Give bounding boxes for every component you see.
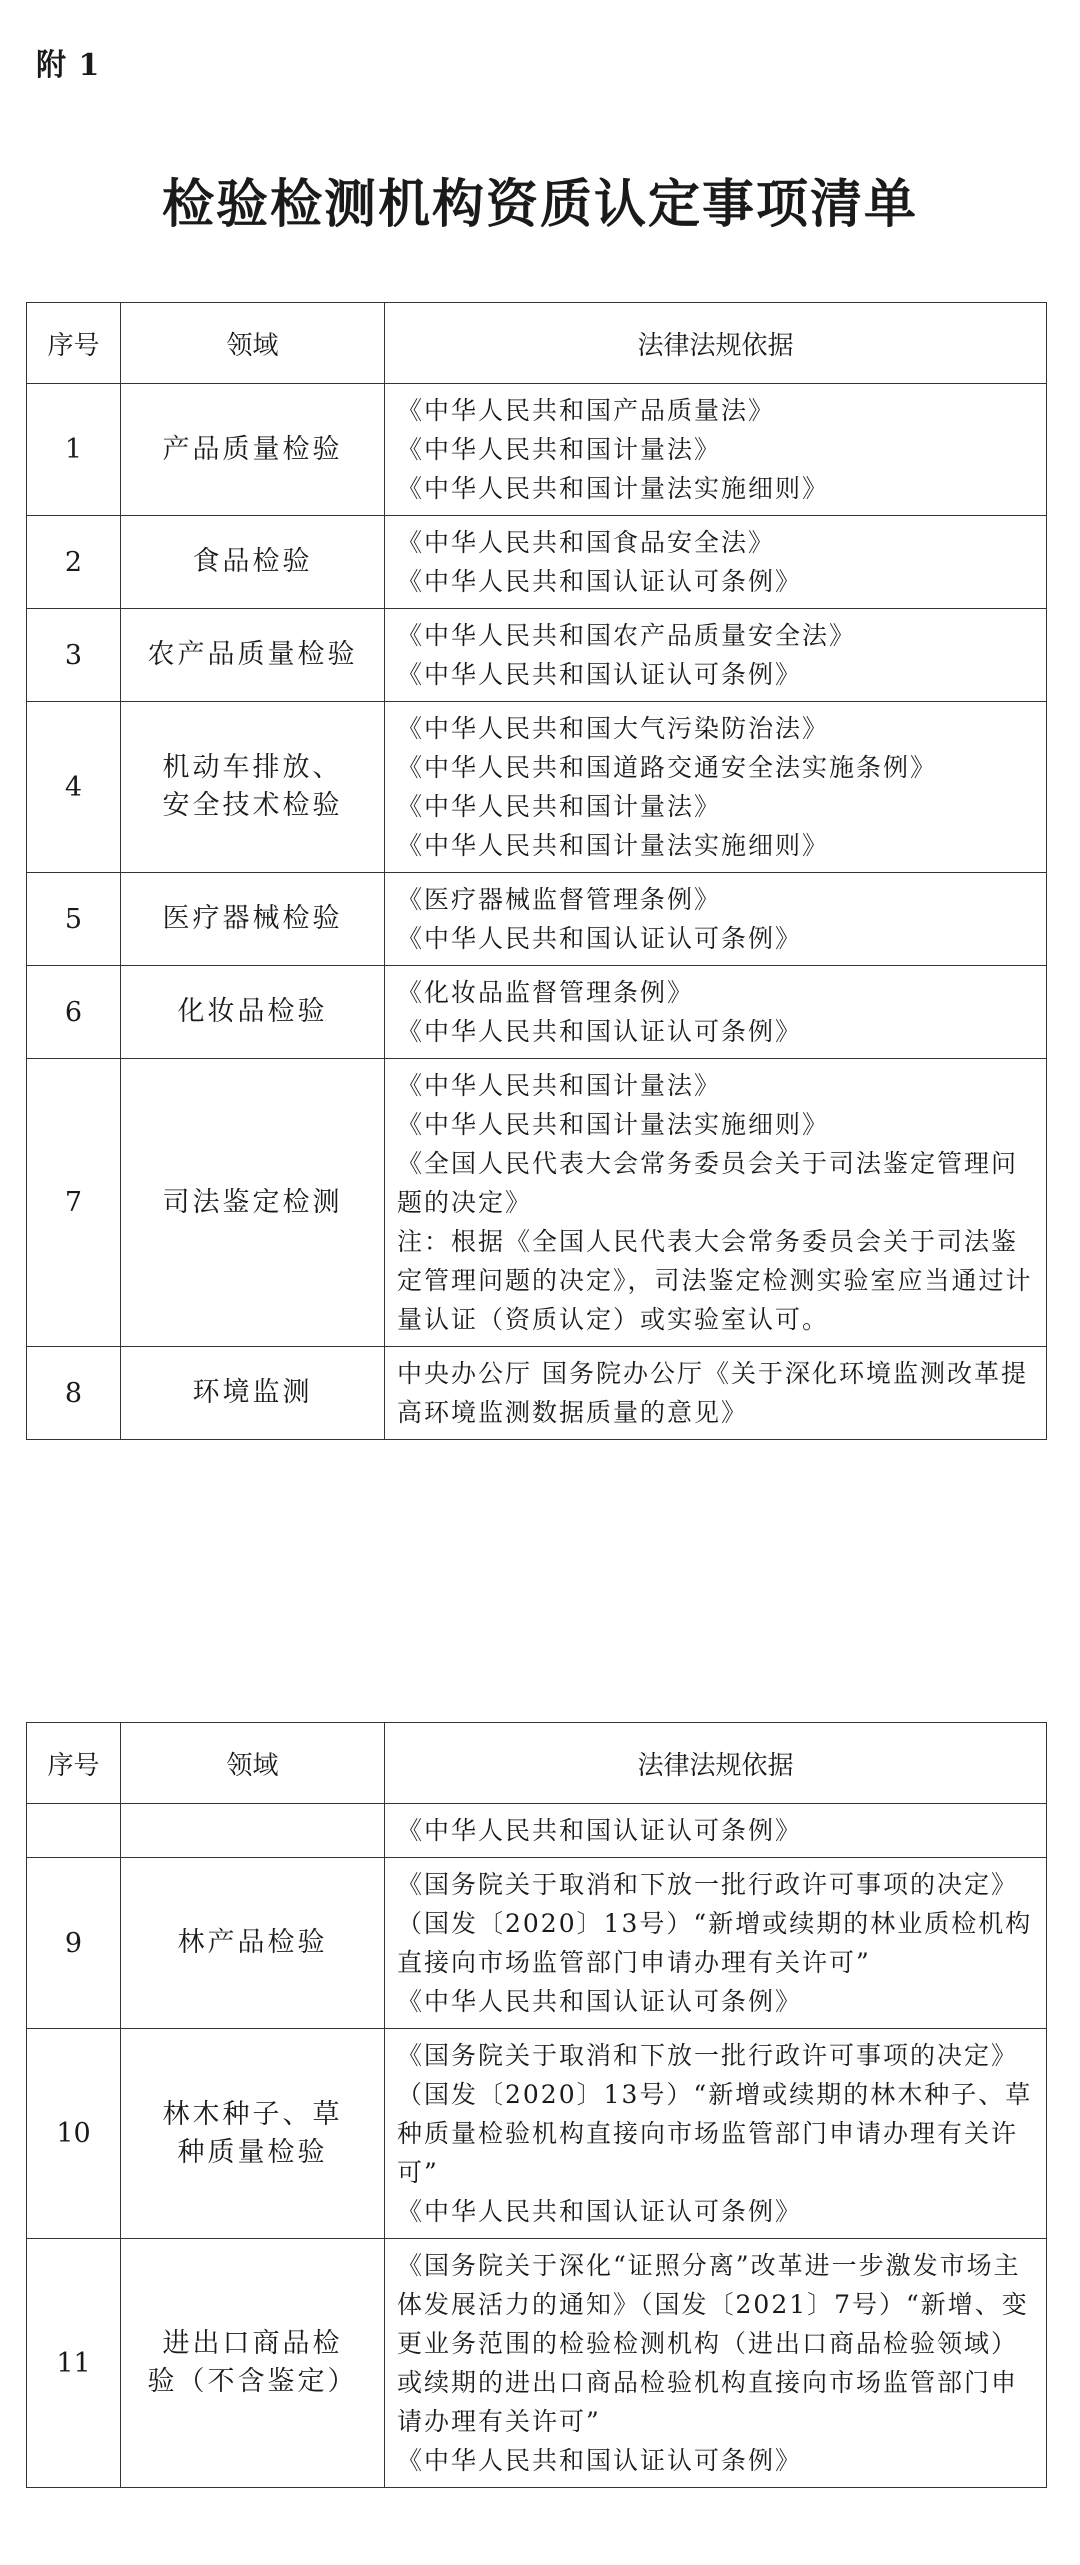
legal-basis-item: 《中华人民共和国认证认可条例》 — [397, 924, 803, 953]
table-row — [27, 1059, 1047, 1347]
row-field: 产品质量检验 — [121, 384, 385, 516]
row-field — [121, 1804, 385, 1858]
row-number: 7 — [27, 1059, 121, 1347]
table-header-row — [27, 303, 1047, 384]
attachment-label: 附 1 — [36, 48, 101, 83]
legal-basis-item: 《中华人民共和国大气污染防治法》 — [397, 714, 830, 743]
row-legal-basis — [385, 966, 1047, 1059]
row-number: 9 — [27, 1858, 121, 2029]
legal-basis-item: 《中华人民共和国计量法》 — [397, 792, 722, 821]
table-row — [27, 609, 1047, 702]
row-legal-basis — [385, 1059, 1047, 1347]
qualification-table-page-2 — [26, 1722, 1047, 2488]
row-field: 医疗器械检验 — [121, 873, 385, 966]
row-field: 司法鉴定检测 — [121, 1059, 385, 1347]
row-number: 4 — [27, 702, 121, 873]
legal-basis-item: 《全国人民代表大会常务委员会关于司法鉴定管理问题的决定》 — [397, 1149, 1019, 1217]
legal-basis-item: 《中华人民共和国认证认可条例》 — [397, 1017, 803, 1046]
row-number: 10 — [27, 2029, 121, 2239]
row-number: 6 — [27, 966, 121, 1059]
row-number — [27, 1804, 121, 1858]
table-row — [27, 1347, 1047, 1440]
row-legal-basis — [385, 702, 1047, 873]
table-row — [27, 702, 1047, 873]
legal-basis-item: 《中华人民共和国计量法》 — [397, 435, 722, 464]
table-header-row — [27, 1723, 1047, 1804]
row-legal-basis — [385, 1858, 1047, 2029]
legal-basis-item: 《国务院关于深化“证照分离”改革进一步激发市场主体发展活力的通知》（国发〔2021〕7号）“新增、变更业务范围的检验检测机构（进出口商品检验领域）或续期的进出口商品检验机构直接向市场监管部门申请办理有关许可” — [397, 2251, 1029, 2436]
row-number: 3 — [27, 609, 121, 702]
row-legal-basis — [385, 1347, 1047, 1440]
header-field: 领域 — [121, 1723, 385, 1804]
row-number: 5 — [27, 873, 121, 966]
row-field: 进出口商品检 验（不含鉴定） — [121, 2239, 385, 2488]
row-number: 8 — [27, 1347, 121, 1440]
row-field: 林木种子、草 种质量检验 — [121, 2029, 385, 2239]
row-legal-basis — [385, 609, 1047, 702]
header-no: 序号 — [27, 303, 121, 384]
row-legal-basis — [385, 2029, 1047, 2239]
row-number: 1 — [27, 384, 121, 516]
header-field: 领域 — [121, 303, 385, 384]
qualification-table-page-1 — [26, 302, 1047, 1440]
legal-basis-item: 《中华人民共和国认证认可条例》 — [397, 2197, 803, 2226]
table-row — [27, 2239, 1047, 2488]
row-legal-basis — [385, 873, 1047, 966]
legal-basis-item: 《中华人民共和国产品质量法》 — [397, 396, 776, 425]
row-number: 11 — [27, 2239, 121, 2488]
row-field: 化妆品检验 — [121, 966, 385, 1059]
legal-basis-item: 《中华人民共和国计量法》 — [397, 1071, 722, 1100]
legal-basis-item: 中央办公厅 国务院办公厅《关于深化环境监测改革提高环境监测数据质量的意见》 — [397, 1359, 1028, 1427]
legal-basis-item: 《中华人民共和国认证认可条例》 — [397, 2446, 803, 2475]
row-field: 林产品检验 — [121, 1858, 385, 2029]
legal-basis-item: 《中华人民共和国认证认可条例》 — [397, 1816, 803, 1845]
row-legal-basis — [385, 2239, 1047, 2488]
header-basis: 法律法规依据 — [385, 303, 1047, 384]
legal-basis-item: 《国务院关于取消和下放一批行政许可事项的决定》（国发〔2020〕13号）“新增或续期的林业质检机构直接向市场监管部门申请办理有关许可” — [397, 1870, 1033, 1977]
row-number: 2 — [27, 516, 121, 609]
legal-basis-item: 《中华人民共和国计量法实施细则》 — [397, 474, 830, 503]
row-field: 农产品质量检验 — [121, 609, 385, 702]
document-title: 检验检测机构资质认定事项清单 — [161, 174, 918, 235]
table-row — [27, 1858, 1047, 2029]
legal-basis-item: 《中华人民共和国计量法实施细则》 — [397, 1110, 830, 1139]
legal-basis-item: 《中华人民共和国食品安全法》 — [397, 528, 776, 557]
row-field: 食品检验 — [121, 516, 385, 609]
row-field: 环境监测 — [121, 1347, 385, 1440]
header-no: 序号 — [27, 1723, 121, 1804]
legal-basis-item: 《化妆品监督管理条例》 — [397, 978, 695, 1007]
table-row — [27, 2029, 1047, 2239]
row-legal-basis — [385, 1804, 1047, 1858]
legal-basis-item: 《中华人民共和国认证认可条例》 — [397, 660, 803, 689]
legal-basis-item: 《中华人民共和国道路交通安全法实施条例》 — [397, 753, 938, 782]
row-legal-basis — [385, 384, 1047, 516]
table-row — [27, 516, 1047, 609]
row-legal-basis — [385, 516, 1047, 609]
legal-basis-item: 《中华人民共和国农产品质量安全法》 — [397, 621, 857, 650]
legal-basis-item: 《中华人民共和国认证认可条例》 — [397, 1987, 803, 2016]
table-row — [27, 1804, 1047, 1858]
legal-basis-item: 《中华人民共和国计量法实施细则》 — [397, 831, 830, 860]
legal-basis-item: 《国务院关于取消和下放一批行政许可事项的决定》（国发〔2020〕13号）“新增或续期的林木种子、草种质量检验机构直接向市场监管部门申请办理有关许可” — [397, 2041, 1033, 2187]
table-row — [27, 384, 1047, 516]
header-basis: 法律法规依据 — [385, 1723, 1047, 1804]
legal-basis-item: 《医疗器械监督管理条例》 — [397, 885, 722, 914]
legal-basis-item: 注：根据《全国人民代表大会常务委员会关于司法鉴定管理问题的决定》，司法鉴定检测实验室应当通过计量认证（资质认定）或实验室认可。 — [397, 1227, 1033, 1334]
table-row — [27, 966, 1047, 1059]
table-row — [27, 873, 1047, 966]
row-field: 机动车排放、 安全技术检验 — [121, 702, 385, 873]
legal-basis-item: 《中华人民共和国认证认可条例》 — [397, 567, 803, 596]
